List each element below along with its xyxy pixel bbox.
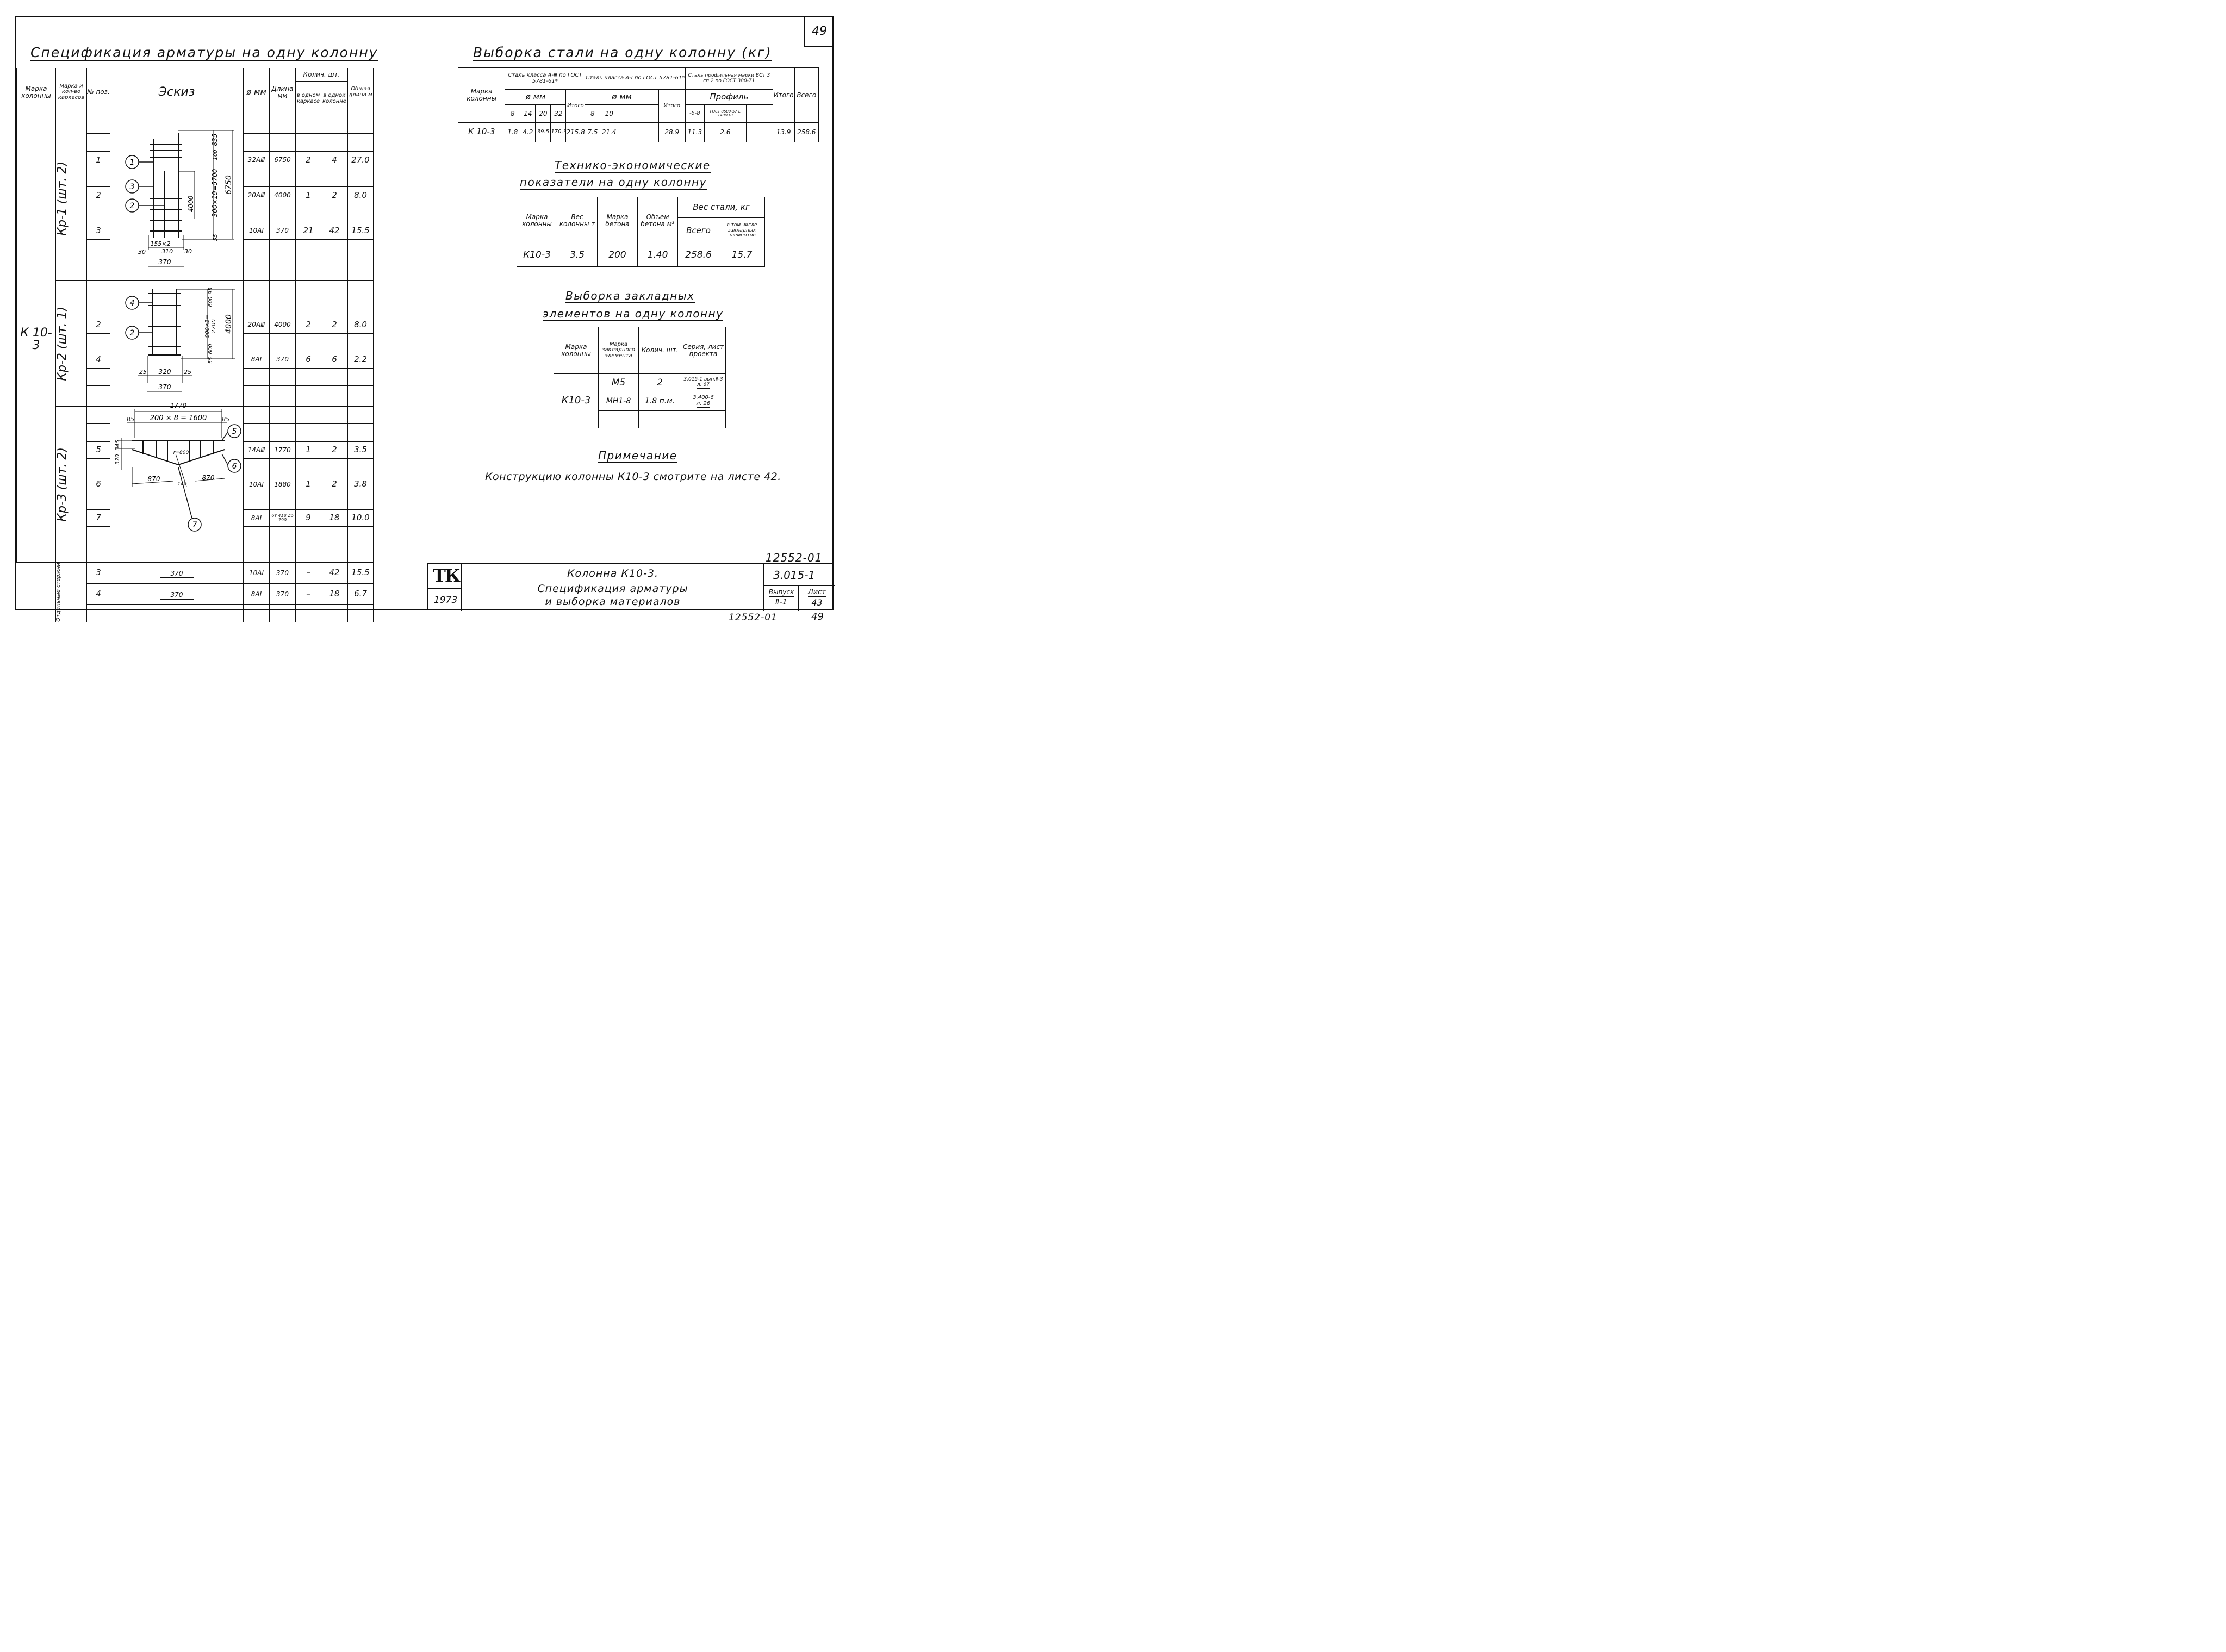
zakl-series-line2: л. 67	[697, 383, 710, 389]
cage3-label: Кр-3 (шт. 2)	[55, 447, 69, 522]
sub-a1: 10	[600, 105, 618, 122]
h-steel-marka: Марка колонны	[458, 68, 505, 123]
steel-val: 170.3	[551, 122, 566, 142]
separate-sketch	[110, 584, 244, 604]
dim-900x3: 900×3=	[204, 314, 210, 338]
qty-cage: 6	[296, 351, 321, 369]
tb-list-h: Лист	[808, 588, 826, 596]
steel-total: 215.8	[566, 122, 585, 142]
sub-prof: -δ-8	[685, 105, 704, 122]
h-steel-itogo-prof: Итого	[773, 68, 794, 123]
steel-val: 39.5	[536, 122, 551, 142]
callout-3: 3	[129, 183, 135, 191]
dim-320: 320	[158, 368, 171, 376]
spec-row	[17, 563, 374, 584]
dim-370: 370	[158, 258, 171, 266]
diam: 10АI	[244, 563, 270, 584]
dim-310: =310	[156, 248, 173, 255]
steel-total: 28.9	[658, 122, 685, 142]
column-mark: К 10-3	[17, 116, 56, 563]
sheet-number: 49	[812, 24, 827, 38]
dim-85-right: 85	[222, 416, 229, 423]
zakl-series	[681, 374, 726, 392]
qty-column: 18	[321, 510, 348, 527]
sheet-number-box	[804, 16, 834, 47]
qty-column: 4	[321, 152, 348, 169]
tep-title-1: Технико-экономические	[555, 159, 711, 172]
steel-val: 4.2	[520, 122, 536, 142]
h-eskiz: Эскиз	[110, 68, 244, 116]
dim-320: 320	[115, 454, 121, 465]
tb-line1: Колонна К10-3.	[567, 568, 659, 579]
cage3-sketch	[110, 400, 243, 554]
dim-30-left: 30	[138, 248, 146, 255]
zakl-qty: 2	[639, 374, 681, 392]
zakl-series	[681, 392, 726, 411]
qty-column: 6	[321, 351, 348, 369]
h-marka-karkasov: Марка и кол-во каркасов	[56, 68, 87, 116]
steel-val	[746, 122, 773, 142]
poz: 6	[87, 476, 110, 493]
tep-ves: 3.5	[557, 244, 598, 267]
dim-30-right: 30	[184, 248, 192, 255]
tep-beton: 200	[598, 244, 638, 267]
poz: 1	[87, 152, 110, 169]
poz: 5	[87, 442, 110, 459]
callout-5: 5	[232, 427, 237, 436]
zakl-title	[565, 289, 695, 302]
bottom-page: 49	[811, 611, 824, 622]
dim-2700: 2700	[211, 319, 217, 333]
h-marka-kolonny: Марка колонны	[17, 68, 56, 116]
zakl-series-line2: л. 26	[697, 401, 710, 408]
h-tep-beton: Марка бетона	[598, 197, 638, 244]
tb-line2: Спецификация арматуры	[537, 583, 688, 595]
tep-subtitle	[520, 176, 707, 189]
dim-4000: 4000	[187, 195, 195, 213]
sub-a1: 8	[585, 105, 600, 122]
zakl-qty: 1.8 п.м.	[639, 392, 681, 411]
diam: 20АⅢ	[244, 187, 270, 204]
qty-column: 2	[321, 316, 348, 334]
zakl-subtitle	[543, 307, 723, 320]
steel-grand-total: 258.6	[794, 122, 818, 142]
h-zakl-marka: Марка колонны	[554, 327, 599, 374]
tep-row	[517, 244, 765, 267]
qty-cage: 9	[296, 510, 321, 527]
sub-a3: 8	[505, 105, 520, 122]
h-steel-dmm-a1: ø мм	[585, 90, 658, 105]
qty-column: 42	[321, 222, 348, 240]
steel-val	[638, 122, 658, 142]
poz: 4	[87, 584, 110, 604]
tb-year: 1973	[434, 595, 458, 606]
tep-title-2: показатели на одну колонну	[520, 176, 707, 189]
dim-345: 345	[115, 440, 121, 451]
h-v-odnoi-kolonne: в одной колонне	[321, 82, 348, 116]
sub-a3: 14	[520, 105, 536, 122]
poz: 7	[87, 510, 110, 527]
qty-column: 18	[321, 584, 348, 604]
steel-title-text: Выборка стали на одну колонну (кг)	[473, 45, 772, 60]
code-top: 12552-01	[766, 551, 823, 564]
poz: 3	[87, 222, 110, 240]
qty-cage: 2	[296, 316, 321, 334]
h-obshaya-dlina: Общая длина м	[348, 68, 374, 116]
dim-r800: r=800	[173, 450, 189, 456]
dim-1600: 200 × 8 = 1600	[150, 414, 207, 422]
diam: 8АI	[244, 584, 270, 604]
tep-title	[555, 159, 711, 172]
diam: 20АⅢ	[244, 316, 270, 334]
total-length: 3.8	[348, 476, 374, 493]
sub-a3: 32	[551, 105, 566, 122]
steel-val: 2.6	[704, 122, 746, 142]
tep-obem: 1.40	[638, 244, 678, 267]
length: 370	[270, 584, 296, 604]
qty-column: 2	[321, 442, 348, 459]
h-tep-v-tom: в том числе закладных элементов	[719, 218, 765, 244]
zakl-element: МН1-8	[599, 392, 639, 411]
dim-140: 140	[177, 482, 187, 487]
diam: 8АI	[244, 510, 270, 527]
length: 1880	[270, 476, 296, 493]
tb-list-cell	[799, 586, 835, 611]
total-length: 3.5	[348, 442, 374, 459]
cage1-label: Кр-1 (шт. 2)	[55, 161, 69, 236]
h-tep-ves-stali: Вес стали, кг	[678, 197, 765, 218]
tep-vsego: 258.6	[678, 244, 719, 267]
sketch-length: 370	[160, 591, 194, 600]
h-steel-vsego: Всего	[794, 68, 818, 123]
sub-prof: ГОСТ 8509-57 L 140×10	[704, 105, 746, 122]
total-length: 27.0	[348, 152, 374, 169]
h-n-poz: № поз.	[87, 68, 110, 116]
steel-val: 11.3	[685, 122, 704, 142]
dim-4000: 4000	[225, 314, 233, 334]
steel-val: 1.8	[505, 122, 520, 142]
length: 4000	[270, 187, 296, 204]
zakl-title-2: элементов на одну колонну	[543, 307, 724, 320]
cage1-sketch	[110, 117, 243, 276]
callout-6: 6	[232, 462, 237, 471]
zakl-series-line1: 3.015-1 вып.Ⅱ-3	[683, 377, 723, 383]
dim-85-left: 85	[127, 416, 134, 423]
tb-series-cell	[763, 564, 835, 586]
dim-870-left: 870	[147, 475, 160, 483]
dim-870-right: 870	[202, 474, 215, 482]
steel-total: 13.9	[773, 122, 794, 142]
h-tep-vsego: Всего	[678, 218, 719, 244]
length: 1770	[270, 442, 296, 459]
callout-7: 7	[192, 521, 197, 529]
diam: 14АⅢ	[244, 442, 270, 459]
h-steel-itogo-a3: Итого	[566, 90, 585, 122]
steel-val	[618, 122, 638, 142]
diam: 10АI	[244, 222, 270, 240]
dim-5700: 300×19=5700	[211, 169, 219, 217]
dim-55: 55	[208, 357, 214, 364]
tb-vypusk: Ⅱ-1	[775, 597, 788, 607]
qty-column: 42	[321, 563, 348, 584]
qty-cage: –	[296, 563, 321, 584]
tep-marka: К10-3	[517, 244, 557, 267]
separate-label-cell	[56, 563, 87, 622]
h-v-odnom-karkase: в одном каркасе	[296, 82, 321, 116]
h-tep-ves: Вес колонны т	[557, 197, 598, 244]
h-zakl-zmarka: Марка закладного элемента	[599, 327, 639, 374]
steel-val: 21.4	[600, 122, 618, 142]
total-length: 8.0	[348, 187, 374, 204]
poz: 3	[87, 563, 110, 584]
sub-prof	[746, 105, 773, 122]
steel-marka: К 10-3	[458, 122, 505, 142]
sub-a1	[618, 105, 638, 122]
spec-title-text: Спецификация арматуры на одну колонну	[30, 45, 378, 60]
length: 370	[270, 222, 296, 240]
tb-list: 43	[811, 597, 823, 608]
h-steel-dmm-a3: ø мм	[505, 90, 566, 105]
zakl-series-line1: 3.400-6	[693, 395, 714, 401]
qty-cage: 1	[296, 187, 321, 204]
zakl-table	[554, 327, 726, 428]
tk-logo: ТК	[433, 565, 459, 586]
h-zakl-kol: Колич. шт.	[639, 327, 681, 374]
h-zakl-seriya: Серия, лист проекта	[681, 327, 726, 374]
total-length: 10.0	[348, 510, 374, 527]
total-length: 15.5	[348, 563, 374, 584]
note-text: Конструкцию колонны К10-3 смотрите на листе 42.	[485, 471, 781, 483]
dim-155x2: 155×2	[150, 240, 171, 247]
cage2-label: Кр-2 (шт. 1)	[55, 306, 69, 381]
dim-100: 100	[213, 149, 219, 160]
h-steel-profil: Профиль	[685, 90, 773, 105]
note-title	[598, 449, 677, 462]
callout-2: 2	[129, 329, 135, 338]
tb-vypusk-h: Выпуск	[768, 588, 794, 596]
h-steel-a3: Сталь класса А-Ⅲ по ГОСТ 5781-61*	[505, 68, 585, 90]
length: 6750	[270, 152, 296, 169]
sub-a3: 20	[536, 105, 551, 122]
title-block	[427, 563, 834, 610]
h-steel-a1: Сталь класса А-I по ГОСТ 5781-61*	[585, 68, 685, 90]
total-length: 15.5	[348, 222, 374, 240]
total-length: 8.0	[348, 316, 374, 334]
diam: 32АⅢ	[244, 152, 270, 169]
total-length: 6.7	[348, 584, 374, 604]
tb-vypusk-cell	[763, 586, 799, 611]
dim-55: 55	[213, 234, 219, 241]
separate-label: Отдельные стержни	[55, 563, 61, 622]
qty-column: 2	[321, 187, 348, 204]
tb-series: 3.015-1	[773, 569, 816, 582]
poz: 4	[87, 351, 110, 369]
dim-835: 835	[211, 133, 219, 146]
callout-2: 2	[129, 202, 135, 210]
tb-line3: и выборка материалов	[545, 596, 681, 608]
zakl-row	[554, 374, 726, 392]
zakl-element: М5	[599, 374, 639, 392]
dim-6750: 6750	[225, 175, 233, 195]
dim-600-top: 600	[208, 296, 214, 307]
cage2-sketch	[110, 277, 243, 398]
qty-cage: 21	[296, 222, 321, 240]
callout-1: 1	[129, 158, 135, 167]
sketch-length: 370	[160, 570, 194, 578]
length: 370	[270, 351, 296, 369]
h-diam: ø мм	[244, 68, 270, 116]
qty-cage: –	[296, 584, 321, 604]
dim-95: 95	[208, 287, 214, 295]
steel-val: 7.5	[585, 122, 600, 142]
dim-600-bottom: 600	[208, 344, 214, 354]
steel-title	[473, 45, 772, 60]
tb-year-cell	[428, 589, 462, 611]
poz: 2	[87, 187, 110, 204]
callout-4: 4	[129, 299, 135, 308]
h-steel-itogo-a1: Итого	[658, 90, 685, 122]
cage2-label-cell	[56, 281, 87, 407]
length: 4000	[270, 316, 296, 334]
spec-title	[30, 45, 378, 60]
tep-table	[517, 197, 765, 267]
length: от 418 до 790	[270, 510, 296, 527]
diam: 8АI	[244, 351, 270, 369]
bottom-code: 12552-01	[729, 612, 778, 623]
note-title-text: Примечание	[598, 449, 677, 462]
cage1-label-cell	[56, 116, 87, 281]
cage3-label-cell	[56, 407, 87, 563]
tep-zakl: 15.7	[719, 244, 765, 267]
separate-sketch	[110, 563, 244, 584]
steel-table	[458, 67, 819, 142]
h-tep-marka: Марка колонны	[517, 197, 557, 244]
length: 370	[270, 563, 296, 584]
dim-1770: 1770	[170, 402, 187, 409]
dim-25-right: 25	[184, 369, 191, 376]
qty-cage: 2	[296, 152, 321, 169]
total-length: 2.2	[348, 351, 374, 369]
tb-logo-cell	[428, 564, 462, 589]
h-dlina: Длина мм	[270, 68, 296, 116]
h-kolich: Колич. шт.	[296, 68, 348, 82]
qty-column: 2	[321, 476, 348, 493]
zakl-marka: К10-3	[554, 374, 599, 428]
dim-25-left: 25	[139, 369, 147, 376]
qty-cage: 1	[296, 442, 321, 459]
qty-cage: 1	[296, 476, 321, 493]
poz: 2	[87, 316, 110, 334]
sub-a1	[638, 105, 658, 122]
zakl-title-1: Выборка закладных	[565, 289, 695, 302]
h-steel-prof: Сталь профильная марки ВСт 3 сп 2 по ГОСТ 380-71	[685, 68, 773, 90]
h-tep-obem: Объем бетона м³	[638, 197, 678, 244]
diam: 10АI	[244, 476, 270, 493]
steel-row	[458, 122, 819, 142]
dim-370: 370	[158, 383, 171, 391]
